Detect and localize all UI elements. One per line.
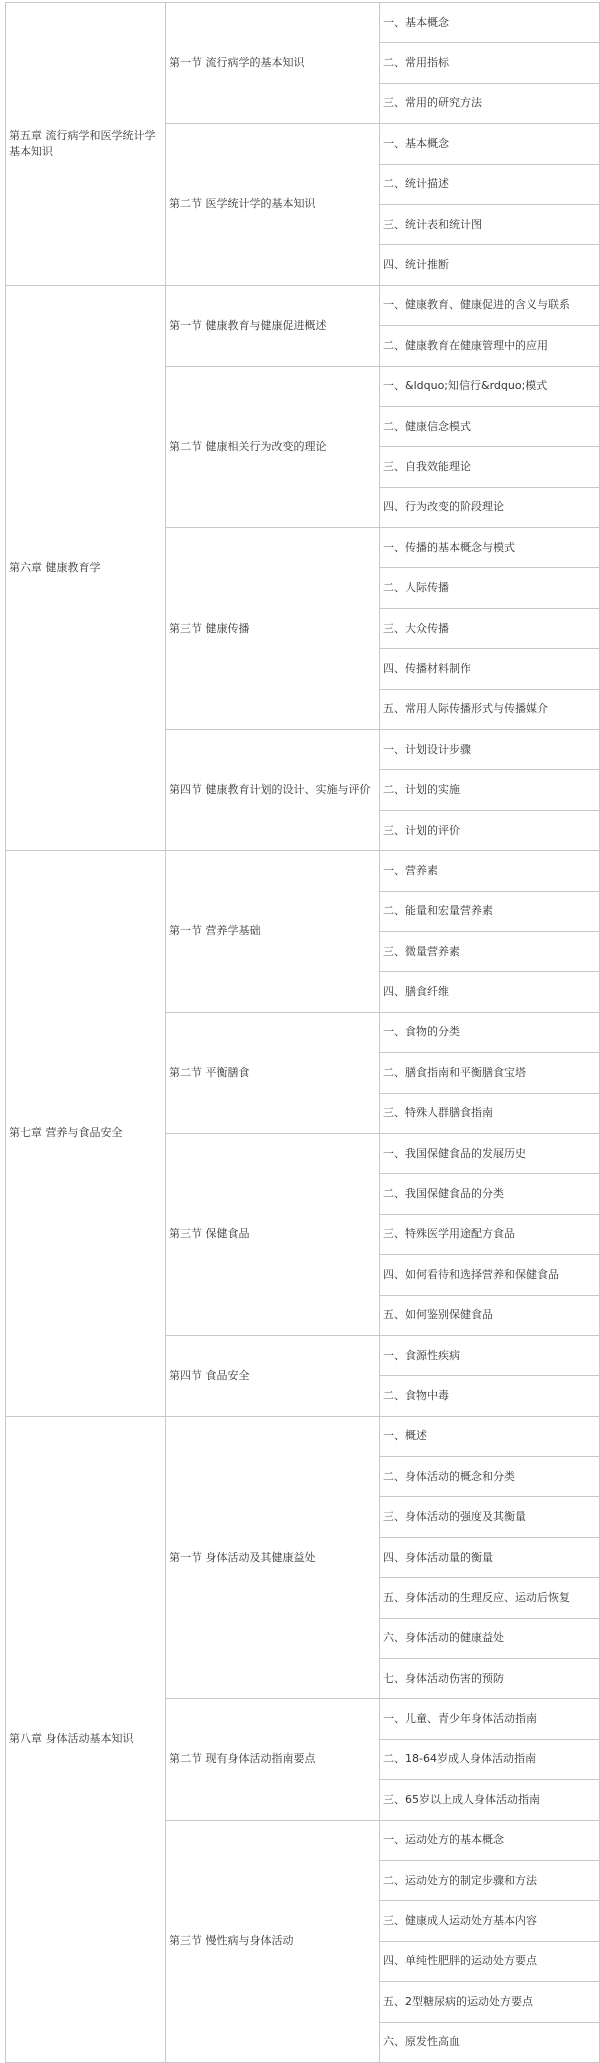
topic-cell: 四、膳食纤维 bbox=[380, 972, 600, 1012]
section-title-cell: 第三节 保健食品 bbox=[166, 1133, 380, 1335]
topic-cell: 一、我国保健食品的发展历史 bbox=[380, 1133, 600, 1173]
topic-cell: 二、健康信念模式 bbox=[380, 406, 600, 446]
topic-cell: 七、身体活动伤害的预防 bbox=[380, 1659, 600, 1699]
section-title-cell: 第三节 健康传播 bbox=[166, 528, 380, 730]
topic-cell: 四、身体活动量的衡量 bbox=[380, 1537, 600, 1577]
topic-cell: 二、统计描述 bbox=[380, 164, 600, 204]
topic-cell: 三、特殊人群膳食指南 bbox=[380, 1093, 600, 1133]
topic-cell: 一、食源性疾病 bbox=[380, 1335, 600, 1375]
topic-cell: 四、传播材料制作 bbox=[380, 649, 600, 689]
syllabus-table bbox=[5, 2, 600, 2063]
section-title-cell: 第四节 健康教育计划的设计、实施与评价 bbox=[166, 730, 380, 851]
topic-cell: 二、常用指标 bbox=[380, 43, 600, 83]
section-title-cell: 第二节 现有身体活动指南要点 bbox=[166, 1699, 380, 1820]
section-title-cell: 第一节 营养学基础 bbox=[166, 851, 380, 1013]
topic-cell: 二、健康教育在健康管理中的应用 bbox=[380, 326, 600, 366]
topic-cell: 二、人际传播 bbox=[380, 568, 600, 608]
chapter-title-cell: 第七章 营养与食品安全 bbox=[6, 851, 166, 1416]
topic-cell: 四、如何看待和选择营养和保健食品 bbox=[380, 1255, 600, 1295]
topic-cell: 五、身体活动的生理反应、运动后恢复 bbox=[380, 1578, 600, 1618]
section-title-cell: 第二节 医学统计学的基本知识 bbox=[166, 124, 380, 286]
topic-cell: 三、微量营养素 bbox=[380, 931, 600, 971]
topic-cell: 二、食物中毒 bbox=[380, 1376, 600, 1416]
topic-cell: 五、2型糖尿病的运动处方要点 bbox=[380, 1982, 600, 2022]
topic-cell: 三、健康成人运动处方基本内容 bbox=[380, 1901, 600, 1941]
topic-cell: 三、统计表和统计图 bbox=[380, 204, 600, 244]
chapter-title-cell: 第五章 流行病学和医学统计学基本知识 bbox=[6, 3, 166, 286]
topic-cell: 一、基本概念 bbox=[380, 124, 600, 164]
topic-cell: 二、我国保健食品的分类 bbox=[380, 1174, 600, 1214]
topic-cell: 一、基本概念 bbox=[380, 3, 600, 43]
topic-cell: 一、营养素 bbox=[380, 851, 600, 891]
table-row bbox=[6, 851, 600, 891]
section-title-cell: 第二节 平衡膳食 bbox=[166, 1012, 380, 1133]
topic-cell: 二、膳食指南和平衡膳食宝塔 bbox=[380, 1053, 600, 1093]
topic-cell: 一、儿童、青少年身体活动指南 bbox=[380, 1699, 600, 1739]
topic-cell: 二、计划的实施 bbox=[380, 770, 600, 810]
table-row bbox=[6, 285, 600, 325]
topic-cell: 四、单纯性肥胖的运动处方要点 bbox=[380, 1941, 600, 1981]
topic-cell: 三、计划的评价 bbox=[380, 810, 600, 850]
section-title-cell: 第一节 流行病学的基本知识 bbox=[166, 3, 380, 124]
topic-cell: 五、如何鉴别保健食品 bbox=[380, 1295, 600, 1335]
topic-cell: 一、&ldquo;知信行&rdquo;模式 bbox=[380, 366, 600, 406]
topic-cell: 四、行为改变的阶段理论 bbox=[380, 487, 600, 527]
topic-cell: 三、自我效能理论 bbox=[380, 447, 600, 487]
topic-cell: 三、特殊医学用途配方食品 bbox=[380, 1214, 600, 1254]
topic-cell: 二、身体活动的概念和分类 bbox=[380, 1457, 600, 1497]
topic-cell: 一、运动处方的基本概念 bbox=[380, 1820, 600, 1860]
topic-cell: 四、统计推断 bbox=[380, 245, 600, 285]
table-row bbox=[6, 1416, 600, 1456]
table-row bbox=[6, 3, 600, 43]
topic-cell: 一、健康教育、健康促进的含义与联系 bbox=[380, 285, 600, 325]
topic-cell: 二、能量和宏量营养素 bbox=[380, 891, 600, 931]
topic-cell: 一、食物的分类 bbox=[380, 1012, 600, 1052]
section-title-cell: 第三节 慢性病与身体活动 bbox=[166, 1820, 380, 2062]
chapter-title-cell: 第八章 身体活动基本知识 bbox=[6, 1416, 166, 2062]
topic-cell: 三、大众传播 bbox=[380, 608, 600, 648]
topic-cell: 六、原发性高血 bbox=[380, 2022, 600, 2062]
section-title-cell: 第一节 健康教育与健康促进概述 bbox=[166, 285, 380, 366]
section-title-cell: 第四节 食品安全 bbox=[166, 1335, 380, 1416]
syllabus-body bbox=[6, 3, 600, 2063]
topic-cell: 三、65岁以上成人身体活动指南 bbox=[380, 1780, 600, 1820]
topic-cell: 二、运动处方的制定步骤和方法 bbox=[380, 1860, 600, 1900]
topic-cell: 六、身体活动的健康益处 bbox=[380, 1618, 600, 1658]
topic-cell: 五、常用人际传播形式与传播媒介 bbox=[380, 689, 600, 729]
topic-cell: 三、常用的研究方法 bbox=[380, 83, 600, 123]
section-title-cell: 第一节 身体活动及其健康益处 bbox=[166, 1416, 380, 1699]
topic-cell: 一、概述 bbox=[380, 1416, 600, 1456]
topic-cell: 二、18-64岁成人身体活动指南 bbox=[380, 1739, 600, 1779]
chapter-title-cell: 第六章 健康教育学 bbox=[6, 285, 166, 850]
section-title-cell: 第二节 健康相关行为改变的理论 bbox=[166, 366, 380, 528]
topic-cell: 三、身体活动的强度及其衡量 bbox=[380, 1497, 600, 1537]
topic-cell: 一、传播的基本概念与模式 bbox=[380, 528, 600, 568]
topic-cell: 一、计划设计步骤 bbox=[380, 730, 600, 770]
